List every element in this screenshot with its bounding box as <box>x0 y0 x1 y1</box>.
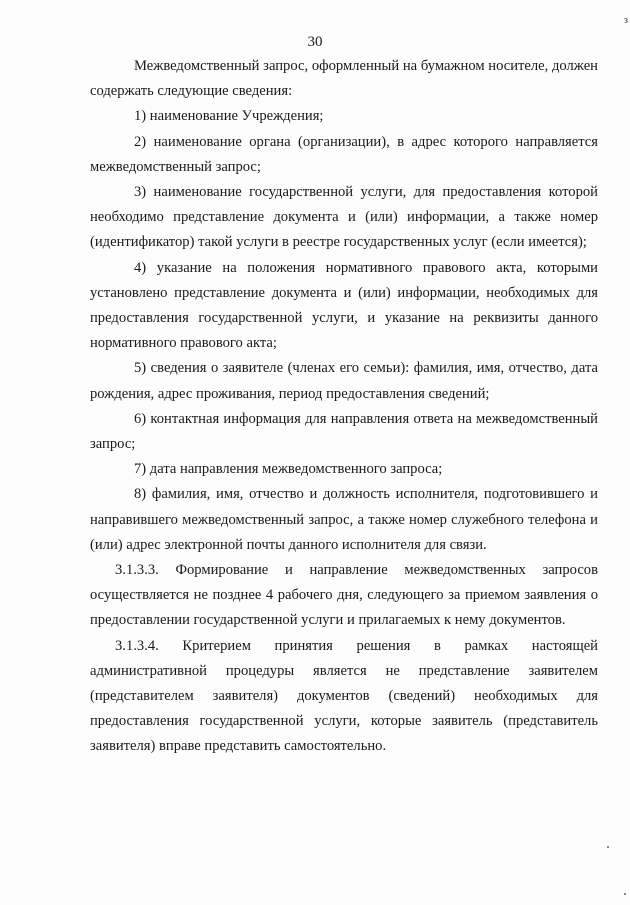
list-item-4: 4) указание на положения нормативного правового акта, которыми установлено представление документа и (или) информации, необходимых для предоставления государственной услуги, и указание на реквизиты данного нормативного правового акта; <box>90 259 598 352</box>
list-item-6: 6) контактная информация для направления ответа на межведомственный запрос; <box>90 410 598 453</box>
list-item-3: 3) наименование государственной услуги, для предоставления которой необходимо представление документа и (или) информации, а также номер (идентификатор) такой услуги в реестре государственных услуг (если имеется); <box>90 184 598 251</box>
scan-speck <box>624 893 626 895</box>
list-item-5: 5) сведения о заявителе (членах его семьи): фамилия, имя, отчество, дата рождения, адрес проживания, период предоставления сведений; <box>90 360 598 402</box>
clause-3-1-3-3: 3.1.3.3. Формирование и направление межведомственных запросов осуществляется не позднее 4 рабочего дня, следующего за приемом заявления о предоставлении государственной услуги и прилагаемых к нему документов. <box>90 562 598 629</box>
list-item-2: 2) наименование органа (организации), в адрес которого направляется межведомственный запрос; <box>90 133 598 175</box>
list-item-1: 1) наименование Учреждения; <box>134 108 324 125</box>
page-number: 30 <box>307 34 323 50</box>
paragraph-intro: Межведомственный запрос, оформленный на бумажном носителе, должен содержать следующие сведения: <box>90 58 598 100</box>
list-item-7: 7) дата направления межведомственного запроса; <box>134 461 443 478</box>
clause-3-1-3-4: 3.1.3.4. Критерием принятия решения в рамках настоящей административной процедуры является не представление заявителем (представителем заявителя) документов (сведений) необходимых для предоставления государственной услуги, которые заявитель (представитель заявителя) вправе представить самостоятельно. <box>90 637 598 755</box>
document-body <box>90 54 598 760</box>
scan-speck <box>607 846 609 848</box>
list-item-8: 8) фамилия, имя, отчество и должность исполнителя, подготовившего и направившего межведомственный запрос, а также номер служебного телефона и (или) адрес электронной почты данного исполнителя для связи. <box>90 486 598 553</box>
corner-mark: з <box>623 14 628 26</box>
